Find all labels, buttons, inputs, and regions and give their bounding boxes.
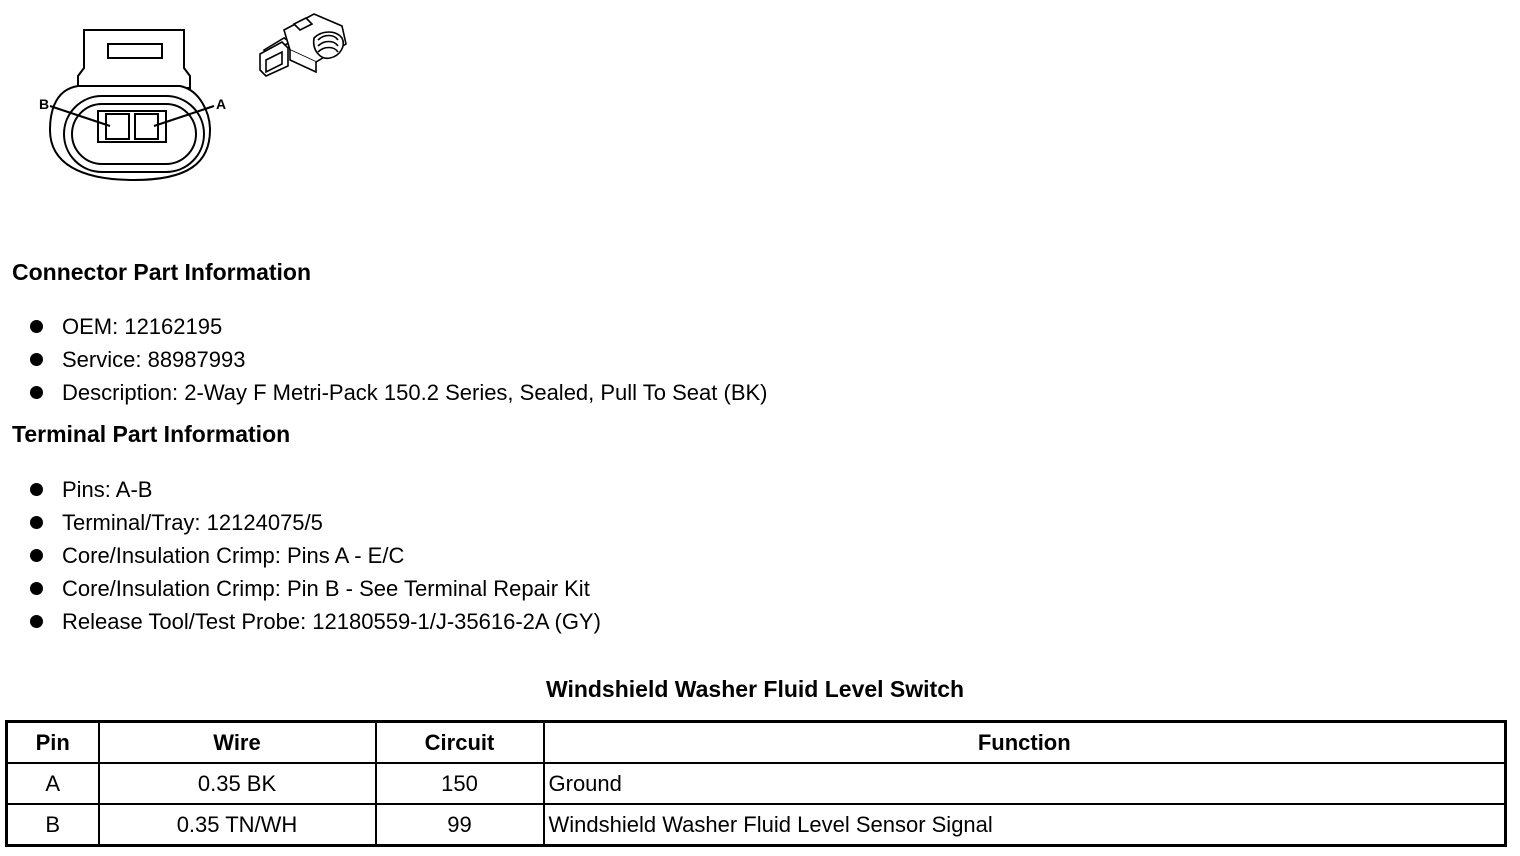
list-item: Core/Insulation Crimp: Pins A - E/C [30, 539, 601, 572]
pin-b-label: B [39, 96, 50, 112]
list-item: OEM: 12162195 [30, 310, 768, 343]
table-row [7, 804, 1506, 846]
connector-face-diagram [30, 18, 230, 198]
cell-circuit: 150 [376, 763, 544, 804]
connector-isometric-icon [254, 10, 354, 80]
terminal-part-list [30, 473, 601, 638]
cell-function: Ground [544, 763, 1506, 804]
connector-part-list [30, 310, 768, 409]
list-item: Pins: A-B [30, 473, 601, 506]
header-circuit: Circuit [376, 722, 544, 764]
table-row [7, 763, 1506, 804]
list-item: Terminal/Tray: 12124075/5 [30, 506, 601, 539]
list-item: Release Tool/Test Probe: 12180559-1/J-35616-2A (GY) [30, 605, 601, 638]
header-pin: Pin [7, 722, 99, 764]
pinout-table [5, 720, 1507, 847]
pin-a-label: A [216, 96, 227, 112]
pinout-table-title: Windshield Washer Fluid Level Switch [545, 676, 965, 702]
header-wire: Wire [99, 722, 376, 764]
list-item: Core/Insulation Crimp: Pin B - See Terminal Repair Kit [30, 572, 601, 605]
terminal-part-heading: Terminal Part Information [12, 421, 291, 447]
cell-pin: B [7, 804, 99, 846]
table-header-row [7, 722, 1506, 764]
connector-part-heading: Connector Part Information [12, 259, 312, 285]
cell-wire: 0.35 BK [99, 763, 376, 804]
cell-pin: A [7, 763, 99, 804]
cell-wire: 0.35 TN/WH [99, 804, 376, 846]
header-function: Function [544, 722, 1506, 764]
cell-circuit: 99 [376, 804, 544, 846]
list-item: Service: 88987993 [30, 343, 768, 376]
cell-function: Windshield Washer Fluid Level Sensor Signal [544, 804, 1506, 846]
list-item: Description: 2-Way F Metri-Pack 150.2 Series, Sealed, Pull To Seat (BK) [30, 376, 768, 409]
